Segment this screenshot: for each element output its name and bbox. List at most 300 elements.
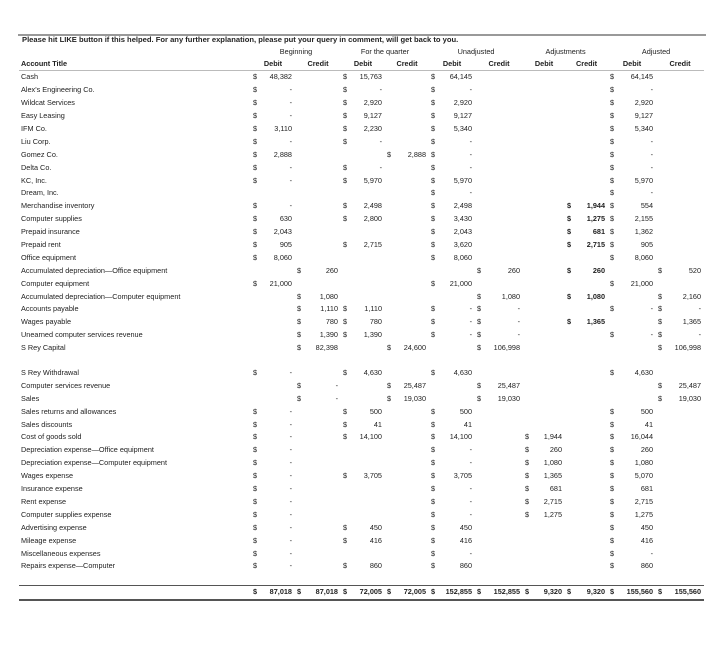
amount-cell xyxy=(429,277,475,290)
amount-cell xyxy=(475,379,523,392)
amount-cell xyxy=(341,161,385,174)
amount-value: - xyxy=(517,317,521,327)
amount-cell xyxy=(608,483,656,496)
amount-cell xyxy=(523,84,565,97)
amount-cell xyxy=(565,161,608,174)
amount-cell xyxy=(523,264,565,277)
amount-value: - xyxy=(698,330,702,340)
amount-cell xyxy=(608,342,656,355)
dollar-sign: $ xyxy=(387,587,392,597)
amount-cell xyxy=(385,431,429,444)
dollar-sign: $ xyxy=(253,496,258,506)
amount-value: 14,100 xyxy=(449,432,473,442)
amount-cell xyxy=(565,560,608,573)
amount-cell xyxy=(385,457,429,470)
amount-cell xyxy=(523,316,565,329)
amount-cell xyxy=(341,277,385,290)
dollar-sign: $ xyxy=(610,278,615,288)
amount-cell xyxy=(385,110,429,123)
amount-cell xyxy=(656,226,704,239)
amount-cell xyxy=(295,418,341,431)
account-title: IFM Co. xyxy=(21,124,47,133)
amount-cell xyxy=(475,457,523,470)
dollar-sign: $ xyxy=(253,522,258,532)
amount-cell xyxy=(251,226,295,239)
amount-cell xyxy=(656,71,704,84)
amount-cell xyxy=(565,303,608,316)
account-row xyxy=(19,277,704,290)
amount-cell xyxy=(475,213,523,226)
amount-cell xyxy=(523,534,565,547)
amount-cell xyxy=(656,405,704,418)
amount-value: 4,630 xyxy=(634,368,654,378)
amount-value: - xyxy=(289,509,292,519)
amount-cell xyxy=(251,277,295,290)
amount-value: 2,920 xyxy=(453,98,473,108)
amount-value: - xyxy=(469,317,473,327)
amount-cell xyxy=(565,110,608,123)
dollar-sign: $ xyxy=(525,445,530,455)
dollar-sign: $ xyxy=(253,278,258,288)
amount-value: 1,080 xyxy=(543,458,563,468)
amount-cell xyxy=(295,161,341,174)
dollar-sign: $ xyxy=(297,380,302,390)
amount-cell xyxy=(656,264,704,277)
account-title: Prepaid insurance xyxy=(21,227,80,237)
amount-value: 19,030 xyxy=(403,393,427,403)
dollar-sign: $ xyxy=(610,85,615,95)
dollar-sign: $ xyxy=(253,509,258,519)
amount-cell xyxy=(251,470,295,483)
amount-value: - xyxy=(379,136,382,146)
dollar-sign: $ xyxy=(387,380,392,390)
amount-cell xyxy=(523,303,565,316)
amount-cell xyxy=(608,290,656,303)
amount-value: 5,970 xyxy=(634,175,654,185)
dollar-sign: $ xyxy=(431,406,436,416)
dollar-sign: $ xyxy=(610,111,615,121)
amount-cell xyxy=(656,213,704,226)
amount-value: 152,855 xyxy=(493,587,521,597)
spacer-row xyxy=(19,573,704,586)
amount-cell xyxy=(565,174,608,187)
dollar-sign: $ xyxy=(343,85,348,95)
amount-cell xyxy=(608,508,656,521)
amount-value: - xyxy=(469,188,473,198)
amount-value: 905 xyxy=(640,240,654,250)
amount-cell xyxy=(385,496,429,509)
amount-cell xyxy=(523,483,565,496)
amount-value: 2,888 xyxy=(407,149,427,159)
amount-cell xyxy=(475,342,523,355)
amount-cell xyxy=(429,560,475,573)
amount-value: 260 xyxy=(592,265,606,275)
amount-cell xyxy=(608,379,656,392)
amount-cell xyxy=(251,483,295,496)
amount-cell xyxy=(341,316,385,329)
amount-cell xyxy=(608,316,656,329)
dollar-sign: $ xyxy=(658,291,663,301)
dollar-sign: $ xyxy=(253,432,258,442)
amount-cell xyxy=(295,226,341,239)
dollar-sign: $ xyxy=(658,343,663,353)
amount-cell xyxy=(385,316,429,329)
amount-value: - xyxy=(650,548,654,558)
amount-cell xyxy=(523,431,565,444)
amount-cell xyxy=(341,521,385,534)
amount-cell xyxy=(565,444,608,457)
amount-cell xyxy=(385,226,429,239)
dollar-sign: $ xyxy=(343,136,348,146)
amount-cell xyxy=(429,483,475,496)
dollar-sign: $ xyxy=(343,522,348,532)
account-title: Sales xyxy=(21,393,40,403)
amount-value: 19,030 xyxy=(678,393,702,403)
amount-cell xyxy=(429,187,475,200)
amount-value: 1,080 xyxy=(634,458,654,468)
dollar-sign: $ xyxy=(610,458,615,468)
dollar-sign: $ xyxy=(253,72,258,82)
dollar-sign: $ xyxy=(431,317,436,327)
amount-cell xyxy=(385,97,429,110)
amount-cell xyxy=(295,71,341,84)
dollar-sign: $ xyxy=(253,124,258,133)
amount-cell xyxy=(656,174,704,187)
amount-cell xyxy=(341,303,385,316)
amount-cell xyxy=(475,329,523,342)
dollar-sign: $ xyxy=(610,175,615,185)
amount-cell xyxy=(429,547,475,560)
dollar-sign: $ xyxy=(610,124,615,133)
dollar-sign: $ xyxy=(477,330,482,340)
amount-value: 500 xyxy=(640,406,654,416)
amount-cell xyxy=(295,444,341,457)
amount-cell xyxy=(565,200,608,213)
amount-value: - xyxy=(650,85,654,95)
amount-cell xyxy=(565,251,608,264)
account-title: Sales discounts xyxy=(21,419,73,429)
dollar-sign: $ xyxy=(567,291,572,301)
amount-cell xyxy=(656,200,704,213)
dollar-sign: $ xyxy=(477,393,482,403)
amount-cell xyxy=(565,431,608,444)
amount-value: 5,070 xyxy=(634,471,654,481)
amount-value: - xyxy=(289,458,292,468)
amount-cell xyxy=(295,496,341,509)
amount-value: 5,340 xyxy=(453,124,473,133)
amount-cell xyxy=(565,239,608,252)
amount-cell xyxy=(475,560,523,573)
amount-value: 860 xyxy=(369,561,382,571)
amount-cell xyxy=(608,264,656,277)
amount-cell xyxy=(523,470,565,483)
amount-cell xyxy=(385,379,429,392)
dollar-sign: $ xyxy=(297,304,302,314)
amount-cell xyxy=(523,187,565,200)
amount-value: 260 xyxy=(507,265,521,275)
amount-cell xyxy=(295,470,341,483)
amount-cell xyxy=(429,200,475,213)
amount-cell xyxy=(523,213,565,226)
dollar-sign: $ xyxy=(431,509,436,519)
amount-cell xyxy=(608,367,656,380)
amount-cell xyxy=(341,264,385,277)
amount-value: 19,030 xyxy=(497,393,521,403)
dollar-sign: $ xyxy=(431,304,436,314)
dollar-sign: $ xyxy=(610,330,615,340)
amount-cell xyxy=(475,187,523,200)
amount-cell xyxy=(475,316,523,329)
dollar-sign: $ xyxy=(253,458,258,468)
amount-cell xyxy=(385,483,429,496)
amount-cell xyxy=(475,148,523,161)
amount-value: 48,382 xyxy=(269,72,292,82)
amount-cell xyxy=(429,135,475,148)
amount-cell xyxy=(475,290,523,303)
amount-cell xyxy=(608,226,656,239)
amount-value: 2,043 xyxy=(273,227,292,237)
amount-value: 5,970 xyxy=(363,175,382,185)
amount-cell xyxy=(251,444,295,457)
amount-cell xyxy=(251,187,295,200)
account-title: Wages payable xyxy=(21,317,72,327)
dollar-sign: $ xyxy=(610,484,615,494)
amount-value: - xyxy=(289,406,292,416)
amount-value: 2,715 xyxy=(586,240,606,250)
amount-value: 681 xyxy=(549,484,563,494)
amount-value: - xyxy=(289,136,292,146)
column-header: Debit xyxy=(608,58,656,71)
account-title: S Rey Withdrawal xyxy=(21,368,79,378)
amount-cell xyxy=(608,239,656,252)
amount-value: 260 xyxy=(640,445,654,455)
amount-value: 8,060 xyxy=(634,252,654,262)
amount-cell xyxy=(608,84,656,97)
amount-cell xyxy=(608,418,656,431)
dollar-sign: $ xyxy=(253,240,258,250)
account-title: Accounts payable xyxy=(21,304,79,314)
amount-cell xyxy=(341,405,385,418)
amount-value: 416 xyxy=(459,535,473,545)
dollar-sign: $ xyxy=(610,368,615,378)
amount-value: 2,800 xyxy=(363,214,382,224)
account-row xyxy=(19,496,704,509)
amount-cell xyxy=(656,367,704,380)
amount-cell xyxy=(251,200,295,213)
amount-cell xyxy=(429,290,475,303)
amount-cell xyxy=(251,135,295,148)
amount-cell xyxy=(341,444,385,457)
amount-cell xyxy=(523,200,565,213)
amount-value: 25,487 xyxy=(497,380,521,390)
amount-cell xyxy=(656,418,704,431)
amount-cell xyxy=(608,174,656,187)
amount-cell xyxy=(475,534,523,547)
amount-value: 1,080 xyxy=(586,291,606,301)
dollar-sign: $ xyxy=(431,458,436,468)
amount-value: - xyxy=(289,432,292,442)
account-title: Prepaid rent xyxy=(21,240,61,250)
amount-cell xyxy=(523,547,565,560)
amount-value: - xyxy=(650,304,654,314)
amount-cell xyxy=(656,303,704,316)
group-header: Beginning xyxy=(279,47,313,56)
dollar-sign: $ xyxy=(431,535,436,545)
amount-cell xyxy=(385,123,429,136)
account-row xyxy=(19,264,704,277)
dollar-sign: $ xyxy=(431,124,436,133)
amount-cell xyxy=(475,84,523,97)
amount-cell xyxy=(251,329,295,342)
amount-value: 630 xyxy=(279,214,292,224)
amount-value: 21,000 xyxy=(449,278,473,288)
amount-cell xyxy=(251,316,295,329)
dollar-sign: $ xyxy=(343,368,348,378)
amount-value: 2,230 xyxy=(363,124,382,133)
amount-cell xyxy=(656,483,704,496)
amount-cell xyxy=(341,379,385,392)
amount-cell xyxy=(475,226,523,239)
amount-value: - xyxy=(289,368,292,378)
amount-cell xyxy=(251,123,295,136)
amount-cell xyxy=(295,405,341,418)
account-title: S Rey Capital xyxy=(21,343,66,353)
amount-value: 5,340 xyxy=(634,124,654,133)
amount-cell xyxy=(295,97,341,110)
amount-cell xyxy=(475,418,523,431)
amount-cell xyxy=(608,329,656,342)
amount-cell xyxy=(565,213,608,226)
amount-value: 1,110 xyxy=(320,304,338,314)
amount-cell xyxy=(341,71,385,84)
amount-value: 41 xyxy=(373,419,382,429)
account-row xyxy=(19,200,704,213)
amount-cell xyxy=(475,264,523,277)
amount-cell xyxy=(656,496,704,509)
amount-cell xyxy=(565,496,608,509)
dollar-sign: $ xyxy=(431,188,436,198)
dollar-sign: $ xyxy=(525,471,530,481)
dollar-sign: $ xyxy=(477,291,482,301)
amount-cell xyxy=(341,496,385,509)
dollar-sign: $ xyxy=(253,85,258,95)
column-header: Debit xyxy=(523,58,565,71)
amount-value: 554 xyxy=(640,201,654,211)
account-row xyxy=(19,367,704,380)
dollar-sign: $ xyxy=(343,98,348,108)
dollar-sign: $ xyxy=(610,304,615,314)
group-header: For the quarter xyxy=(360,47,410,56)
amount-value: - xyxy=(469,85,473,95)
account-row xyxy=(19,329,704,342)
amount-cell xyxy=(429,508,475,521)
amount-cell xyxy=(295,174,341,187)
dollar-sign: $ xyxy=(658,380,663,390)
dollar-sign: $ xyxy=(610,149,615,159)
amount-cell xyxy=(385,547,429,560)
amount-cell xyxy=(341,213,385,226)
amount-cell xyxy=(429,496,475,509)
dollar-sign: $ xyxy=(610,201,615,211)
dollar-sign: $ xyxy=(343,201,348,211)
amount-value: - xyxy=(517,304,521,314)
amount-cell xyxy=(385,392,429,405)
amount-cell xyxy=(565,342,608,355)
account-row xyxy=(19,521,704,534)
amount-cell xyxy=(385,405,429,418)
amount-cell xyxy=(295,110,341,123)
amount-value: 2,498 xyxy=(453,201,473,211)
dollar-sign: $ xyxy=(343,304,348,314)
amount-cell xyxy=(341,392,385,405)
amount-value: 72,005 xyxy=(403,587,427,597)
amount-cell xyxy=(251,496,295,509)
amount-value: 1,390 xyxy=(363,330,382,340)
amount-cell xyxy=(429,148,475,161)
account-row xyxy=(19,239,704,252)
dollar-sign: $ xyxy=(343,587,348,597)
amount-cell xyxy=(385,239,429,252)
column-header: Account Title xyxy=(19,58,251,71)
amount-cell xyxy=(429,418,475,431)
amount-cell xyxy=(656,148,704,161)
amount-value: - xyxy=(289,484,292,494)
amount-cell xyxy=(251,148,295,161)
dollar-sign: $ xyxy=(297,330,302,340)
amount-value: 500 xyxy=(459,406,473,416)
account-row xyxy=(19,470,704,483)
amount-value: - xyxy=(469,445,473,455)
dollar-sign: $ xyxy=(343,471,348,481)
dollar-sign: $ xyxy=(297,587,302,597)
dollar-sign: $ xyxy=(343,406,348,416)
dollar-sign: $ xyxy=(253,252,258,262)
amount-cell xyxy=(429,534,475,547)
amount-cell xyxy=(608,470,656,483)
amount-cell xyxy=(385,470,429,483)
dollar-sign: $ xyxy=(297,343,302,353)
amount-cell xyxy=(523,110,565,123)
amount-value: 1,275 xyxy=(586,214,606,224)
amount-cell xyxy=(341,187,385,200)
amount-cell xyxy=(251,379,295,392)
amount-cell xyxy=(565,123,608,136)
amount-cell xyxy=(251,264,295,277)
account-title: Unearned computer services revenue xyxy=(21,330,143,340)
amount-cell xyxy=(656,560,704,573)
amount-value: 87,018 xyxy=(315,587,338,597)
amount-cell xyxy=(656,329,704,342)
amount-cell xyxy=(656,161,704,174)
amount-value: 681 xyxy=(640,484,654,494)
account-title: Repairs expense—Computer xyxy=(21,561,116,571)
amount-cell xyxy=(523,329,565,342)
amount-cell xyxy=(608,251,656,264)
amount-cell xyxy=(608,200,656,213)
help-note: Please hit LIKE button if this helped. For any further explanation, please put your query in comment, will get back to you. xyxy=(22,35,459,44)
account-title: Accumulated depreciation—Office equipment xyxy=(21,265,168,275)
amount-value: 155,560 xyxy=(674,587,702,597)
amount-value: 14,100 xyxy=(359,432,382,442)
account-title: Insurance expense xyxy=(21,484,83,494)
dollar-sign: $ xyxy=(431,432,436,442)
amount-cell xyxy=(429,329,475,342)
amount-value: 1,110 xyxy=(364,304,382,314)
amount-cell xyxy=(251,71,295,84)
account-row xyxy=(19,97,704,110)
dollar-sign: $ xyxy=(431,278,436,288)
account-title: Depreciation expense—Office equipment xyxy=(21,445,154,455)
